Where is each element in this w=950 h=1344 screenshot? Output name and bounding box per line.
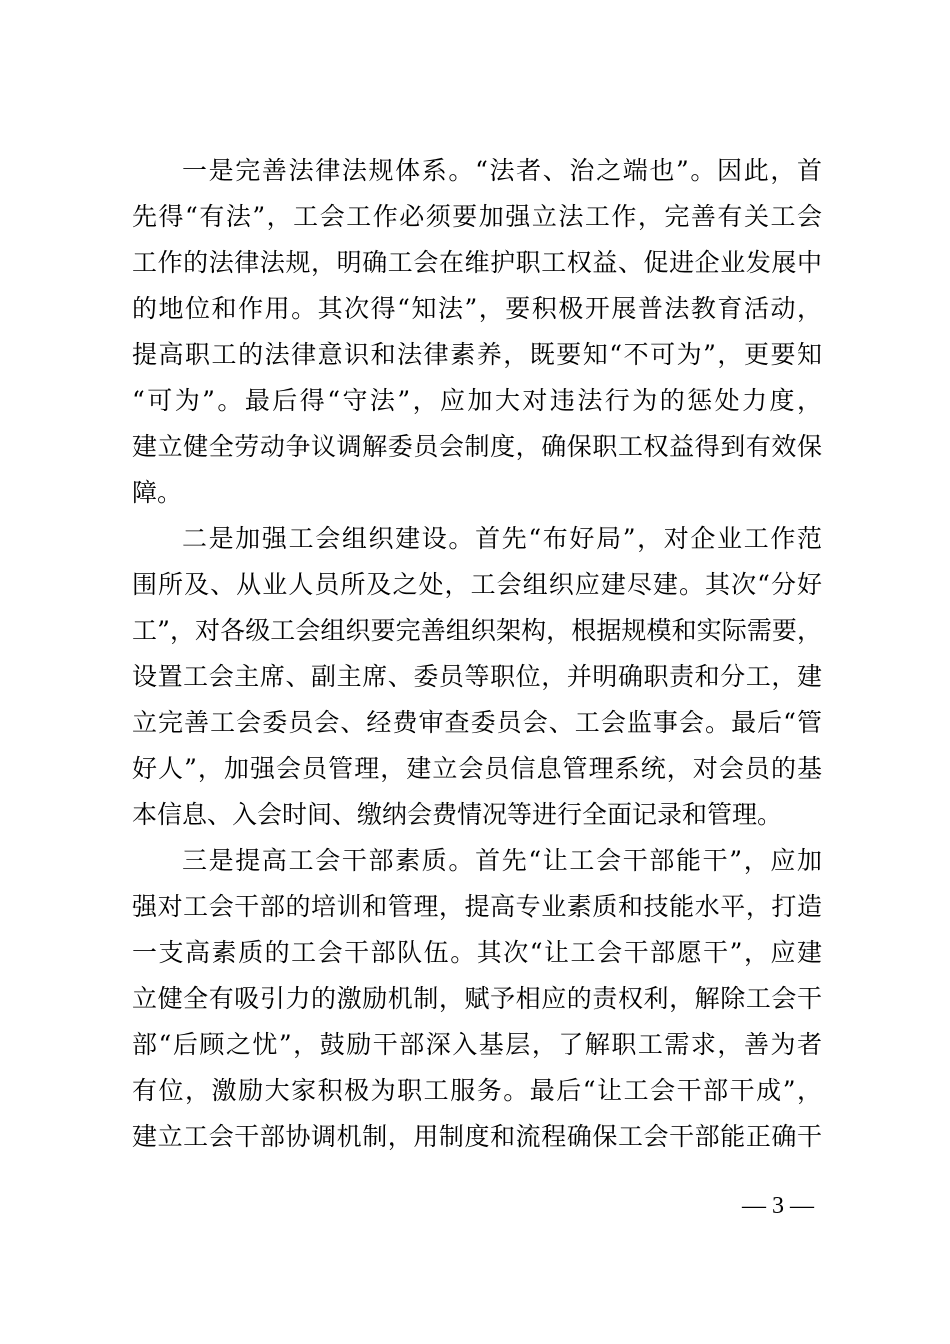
paragraph-line: 一是完善法律法规体系。“法者、治之端也”。因此，首 — [182, 156, 822, 185]
paragraph-line: 立健全有吸引力的激励机制，赋予相应的责权利，解除工会干 — [132, 984, 822, 1013]
paragraph-line: 本信息、入会时间、缴纳会费情况等进行全面记录和管理。 — [132, 800, 783, 829]
paragraph-line: 强对工会干部的培训和管理，提高专业素质和技能水平，打造 — [132, 892, 822, 921]
paragraph-union-organization — [132, 516, 822, 838]
paragraph-line: 障。 — [132, 478, 183, 507]
paragraph-line: 先得“有法”，工会工作必须要加强立法工作，完善有关工会 — [132, 202, 822, 231]
paragraph-line: 建立健全劳动争议调解委员会制度，确保职工权益得到有效保 — [132, 432, 822, 461]
paragraph-line: 三是提高工会干部素质。首先“让工会干部能干”，应加 — [182, 846, 822, 875]
paragraph-line: 工作的法律法规，明确工会在维护职工权益、促进企业发展中 — [132, 248, 822, 277]
paragraph-line: 好人”，加强会员管理，建立会员信息管理系统，对会员的基 — [132, 754, 822, 783]
page-number: — 3 — — [742, 1193, 814, 1219]
paragraph-line: 围所及、从业人员所及之处，工会组织应建尽建。其次“分好 — [132, 570, 822, 599]
paragraph-line: 立完善工会委员会、经费审查委员会、工会监事会。最后“管 — [132, 708, 822, 737]
paragraph-line: “可为”。最后得“守法”，应加大对违法行为的惩处力度， — [132, 386, 822, 415]
paragraph-line: 部“后顾之忧”，鼓励干部深入基层，了解职工需求，善为者 — [132, 1030, 822, 1059]
paragraph-line: 有位，激励大家积极为职工服务。最后“让工会干部干成”， — [132, 1076, 822, 1105]
paragraph-cadre-quality — [132, 838, 822, 1160]
paragraph-legal-system — [132, 148, 822, 516]
paragraph-line: 建立工会干部协调机制，用制度和流程确保工会干部能正确干 — [132, 1122, 822, 1151]
document-body — [132, 148, 822, 1160]
paragraph-line: 工”，对各级工会组织要完善组织架构，根据规模和实际需要， — [132, 616, 822, 645]
paragraph-line: 的地位和作用。其次得“知法”，要积极开展普法教育活动， — [132, 294, 822, 323]
paragraph-line: 提高职工的法律意识和法律素养，既要知“不可为”，更要知 — [132, 340, 822, 369]
paragraph-line: 一支高素质的工会干部队伍。其次“让工会干部愿干”，应建 — [132, 938, 822, 967]
paragraph-line: 二是加强工会组织建设。首先“布好局”，对企业工作范 — [182, 524, 822, 553]
paragraph-line: 设置工会主席、副主席、委员等职位，并明确职责和分工，建 — [132, 662, 822, 691]
